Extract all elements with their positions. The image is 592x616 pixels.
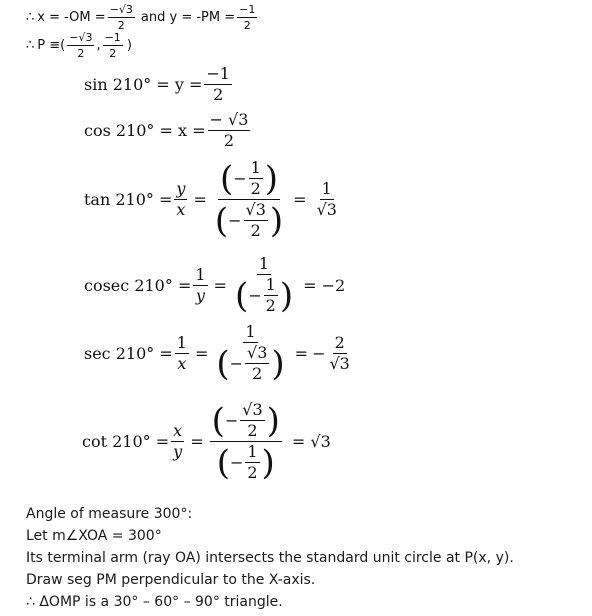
p-x-fraction [67,32,94,59]
sec-eq2: = [294,343,309,363]
cos-fraction [208,112,251,149]
tan-y: y [176,179,186,198]
therefore-symbol: ∴ [26,38,35,53]
cot-x: x [173,421,183,440]
sec-result-den: √3 [329,353,350,373]
p-x-den: 2 [77,47,85,60]
cosec-one-over-y [193,264,207,305]
tan-x: x [176,200,186,219]
sec-lhs: sec 210° = [84,343,173,363]
text-line-1: Angle of measure 300°: [26,506,193,522]
sec-complex-fraction [214,324,286,382]
cot-y: y [173,442,183,461]
tan-row [84,160,341,239]
cos-den: 2 [223,131,235,150]
p-x-num: −√3 [69,31,93,44]
cos-row [84,112,252,149]
x-value-fraction [108,4,135,31]
tan-eq: = [193,190,207,209]
tan-eq2: = [293,190,307,209]
cosec-result: = −2 [303,275,346,295]
sec-eq: = [194,343,209,363]
cos-lhs: cos 210° = x = [84,121,206,140]
y-value-fraction [237,4,257,31]
sec-complex-den: ( − $\frac{√3}{2}$ ) [214,343,286,382]
text-line-3: Its terminal arm (ray OA) intersects the standard unit circle at P(x, y). [26,550,514,566]
sin-lhs: sin 210° = y = [84,75,203,94]
cosec-y: y [195,285,205,305]
cot-eq: = [190,432,204,451]
sin-row [84,66,234,103]
sec-complex-num: 1 [245,322,256,341]
sec-x: x [177,353,187,373]
x-value-label: x = -OM = [37,10,106,25]
tan-result-num: 1 [321,179,332,198]
point-p-line [26,32,132,59]
tan-y-over-x [174,181,187,218]
sec-result-num: 2 [334,332,345,352]
text-line-4: Draw seg PM perpendicular to the X-axis. [26,572,316,588]
cot-complex-num: ( − $\frac{√3}{2}$ ) [210,402,282,442]
sec-row [84,324,354,382]
x-y-values-line [26,4,259,31]
and-y-label: and y = -PM = [140,10,236,25]
comma: , [96,38,101,53]
sec-one-over-x [175,332,189,373]
therefore-symbol: ∴ [26,10,35,25]
text-line-2: Let m∠XOA = 300° [26,528,162,544]
cosec-complex-num: 1 [258,254,270,273]
cosec-complex-den: ( − $\frac{1}{2}$ ) [233,275,295,314]
sec-neg: − [312,343,326,363]
cot-lhs: cot 210° = [82,432,170,451]
y-den: 2 [243,19,251,32]
p-y-fraction [103,32,123,59]
sin-num: −1 [206,64,230,83]
tan-result-den: √3 [316,200,337,219]
point-p-label: P ≡( [37,38,66,53]
tan-result [315,181,339,218]
tan-lhs: tan 210° = [84,190,173,209]
cosec-one: 1 [195,264,206,284]
p-y-num: −1 [104,31,121,44]
cot-x-over-y [171,423,184,460]
text-line-5: ∴ ΔOMP is a 30° – 60° – 90° triangle. [26,594,283,610]
cosec-eq: = [213,275,227,295]
sec-one: 1 [176,332,187,352]
cot-result: = √3 [291,432,331,451]
x-den: 2 [117,19,125,32]
cosec-complex-fraction [233,256,295,314]
p-y-den: 2 [109,47,117,60]
p-close-paren: ) [126,38,132,53]
tan-complex-den: ( − $\frac{√3}{2}$ ) [213,200,285,239]
x-num: −√3 [109,3,133,16]
cot-row [82,402,331,481]
tan-complex-num: ( − $\frac{1}{2}$ ) [218,160,280,200]
cot-complex-den: ( − $\frac{1}{2}$ ) [215,442,277,481]
cos-num: − √3 [209,110,249,129]
cosec-row [84,256,345,314]
cot-complex-fraction [210,402,282,481]
sin-den: 2 [213,85,224,104]
y-num: −1 [239,3,256,16]
sec-result [327,332,351,373]
tan-complex-fraction [213,160,285,239]
sin-fraction [204,66,232,103]
cosec-lhs: cosec 210° = [84,275,192,295]
